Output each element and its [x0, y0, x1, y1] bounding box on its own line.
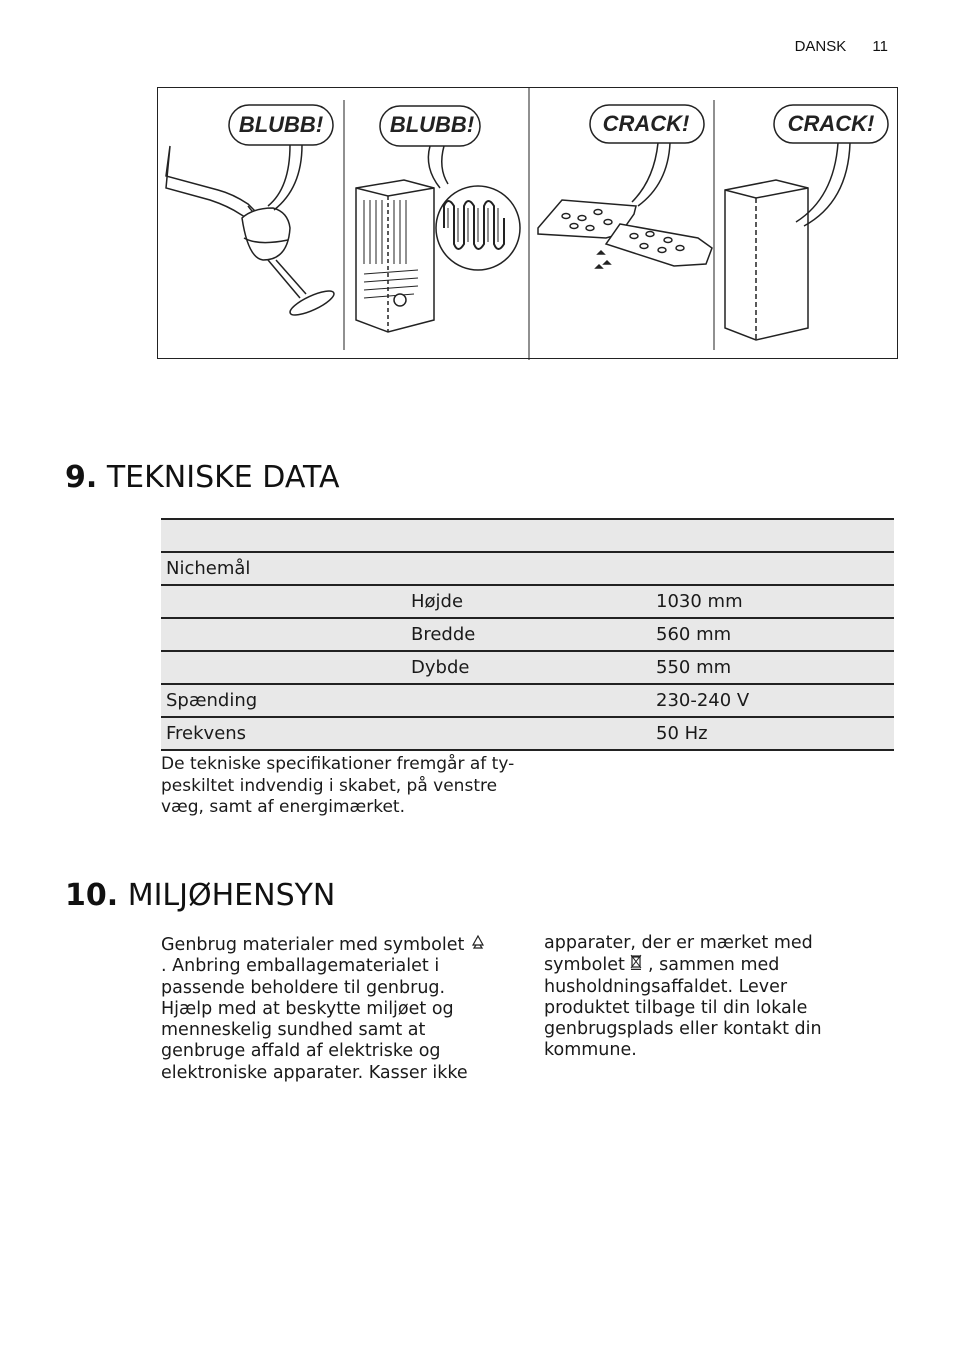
recycle-icon	[470, 934, 486, 956]
table-cell: Dybde	[406, 651, 651, 684]
text-before-icon: apparater, der er mærket med symbolet	[544, 933, 813, 976]
section-9-heading	[65, 460, 340, 495]
text-after-icon: , sammen med husholdningsaffaldet. Lever produktet tilbage til din lokale genbrugsplads eller kontakt din kommune.	[544, 955, 822, 1061]
svg-text:BLUBB!: BLUBB!	[238, 112, 324, 137]
table-cell	[161, 585, 406, 618]
noise-illustration	[157, 87, 898, 359]
text-before-icon: Genbrug materialer med symbolet	[161, 935, 465, 955]
language-label: DANSK	[794, 38, 847, 55]
table-cell: Nichemål	[161, 552, 406, 585]
section-10-heading	[65, 878, 335, 913]
table-cell: 1030 mm	[651, 585, 894, 618]
table-cell: 550 mm	[651, 651, 894, 684]
page-header	[795, 38, 888, 55]
table-cell	[406, 684, 651, 717]
table-cell	[161, 651, 406, 684]
table-cell: 560 mm	[651, 618, 894, 651]
fridge-coils-icon	[356, 180, 520, 332]
table-row	[161, 585, 894, 618]
svg-text:BLUBB!: BLUBB!	[389, 112, 475, 137]
environment-text-left	[161, 934, 496, 1084]
table-row	[161, 717, 894, 750]
table-cell: 230-240 V	[651, 684, 894, 717]
section-number: 9.	[65, 460, 98, 495]
table-cell	[406, 552, 651, 585]
page-number: 11	[872, 38, 888, 55]
crossed-bin-icon	[630, 954, 642, 976]
ice-tray-icon	[538, 200, 712, 268]
svg-text:CRACK!: CRACK!	[602, 111, 690, 136]
section-title: MILJØHENSYN	[127, 878, 336, 913]
table-row	[161, 618, 894, 651]
section-title: TEKNISKE DATA	[106, 460, 340, 495]
technical-data-table	[161, 518, 894, 751]
section-number: 10.	[65, 878, 119, 913]
bubble-crack-1	[590, 105, 704, 206]
table-note: De tekniske specifikationer fremgår af ty- peskiltet indvendig i skabet, på venstre væg, samt af energimærket.	[161, 754, 515, 817]
table-cell: Bredde	[406, 618, 651, 651]
table-cell: 50 Hz	[651, 717, 894, 750]
table-cell	[161, 519, 406, 552]
table-row	[161, 519, 894, 552]
wine-bottle-glass-icon	[166, 146, 337, 319]
svg-text:CRACK!: CRACK!	[787, 111, 875, 136]
table-cell	[651, 519, 894, 552]
illustration-svg	[158, 88, 899, 360]
table-cell: Frekvens	[161, 717, 406, 750]
table-cell	[406, 519, 651, 552]
bubble-blubb-2	[380, 106, 480, 188]
table-row	[161, 684, 894, 717]
table-cell: Højde	[406, 585, 651, 618]
table-row	[161, 552, 894, 585]
table-cell	[406, 717, 651, 750]
table-row	[161, 651, 894, 684]
fridge-closed-icon	[725, 180, 808, 340]
table-cell	[161, 618, 406, 651]
bubble-blubb-1	[229, 105, 333, 210]
environment-text-right	[544, 933, 844, 1062]
table-cell: Spænding	[161, 684, 406, 717]
text-after-icon: . Anbring emballagematerialet i passende beholdere til genbrug. Hjælp med at beskytte miljøet og menneskelig sundhed samt at genbruge affald af elektriske og elektroniske apparater. Kasser ikke	[161, 956, 468, 1083]
table-cell	[651, 552, 894, 585]
